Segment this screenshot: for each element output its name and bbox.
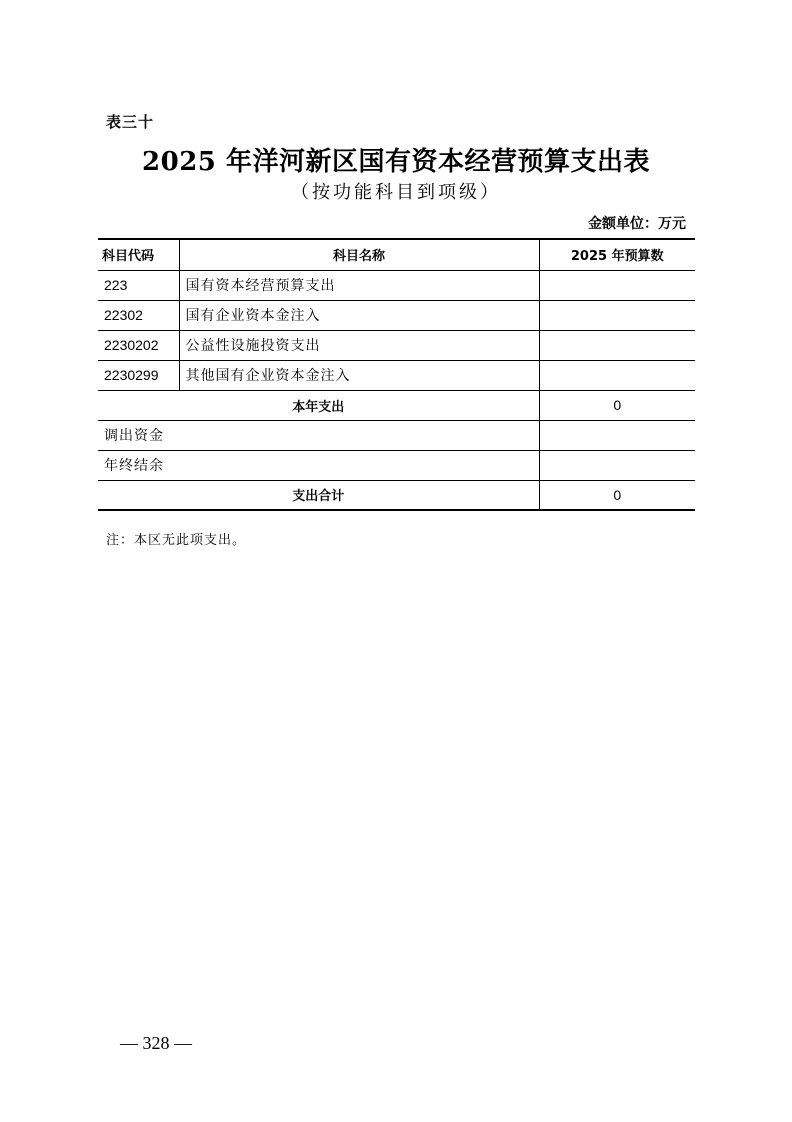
table-row: [98, 300, 695, 330]
subject-code: 2230202: [98, 330, 179, 360]
subject-name: 公益性设施投资支出: [179, 330, 539, 360]
table-label: 表三十: [106, 113, 155, 131]
table-row: [98, 360, 695, 390]
subject-code: 22302: [98, 300, 179, 330]
annual-total-label: 本年支出: [98, 390, 539, 420]
header-budget-amount: 2025 年预算数: [539, 239, 695, 270]
table-note: 注：本区无此项支出。: [106, 533, 247, 548]
subject-name: 国有企业资本金注入: [179, 300, 539, 330]
budget-amount: [539, 330, 695, 360]
subject-code: 223: [98, 270, 179, 300]
budget-amount: [539, 300, 695, 330]
subject-name: 其他国有企业资本金注入: [179, 360, 539, 390]
page-number: — 328 —: [120, 1033, 192, 1053]
budget-amount: [539, 270, 695, 300]
year-end-balance-label: 年终结余: [98, 450, 539, 480]
subject-name: 国有资本经营预算支出: [179, 270, 539, 300]
header-subject-name: 科目名称: [179, 239, 539, 270]
table-header-row: [98, 239, 695, 270]
grand-total-label: 支出合计: [98, 480, 539, 510]
annual-total-amount: 0: [539, 390, 695, 420]
grand-total-amount: 0: [539, 480, 695, 510]
grand-total-row: [98, 480, 695, 510]
transfer-out-row: [98, 420, 695, 450]
subject-code: 2230299: [98, 360, 179, 390]
header-subject-code: 科目代码: [98, 239, 179, 270]
amount-unit: 金额单位：万元: [588, 216, 686, 232]
table-row: [98, 330, 695, 360]
table-row: [98, 270, 695, 300]
budget-amount: [539, 360, 695, 390]
budget-table: [98, 238, 695, 511]
transfer-out-label: 调出资金: [98, 420, 539, 450]
transfer-out-amount: [539, 420, 695, 450]
year-end-balance-amount: [539, 450, 695, 480]
year-end-balance-row: [98, 450, 695, 480]
page-subtitle: （按功能科目到项级）: [291, 182, 501, 203]
annual-total-row: [98, 390, 695, 420]
page-title: 2025 年洋河新区国有资本经营预算支出表: [142, 147, 650, 177]
